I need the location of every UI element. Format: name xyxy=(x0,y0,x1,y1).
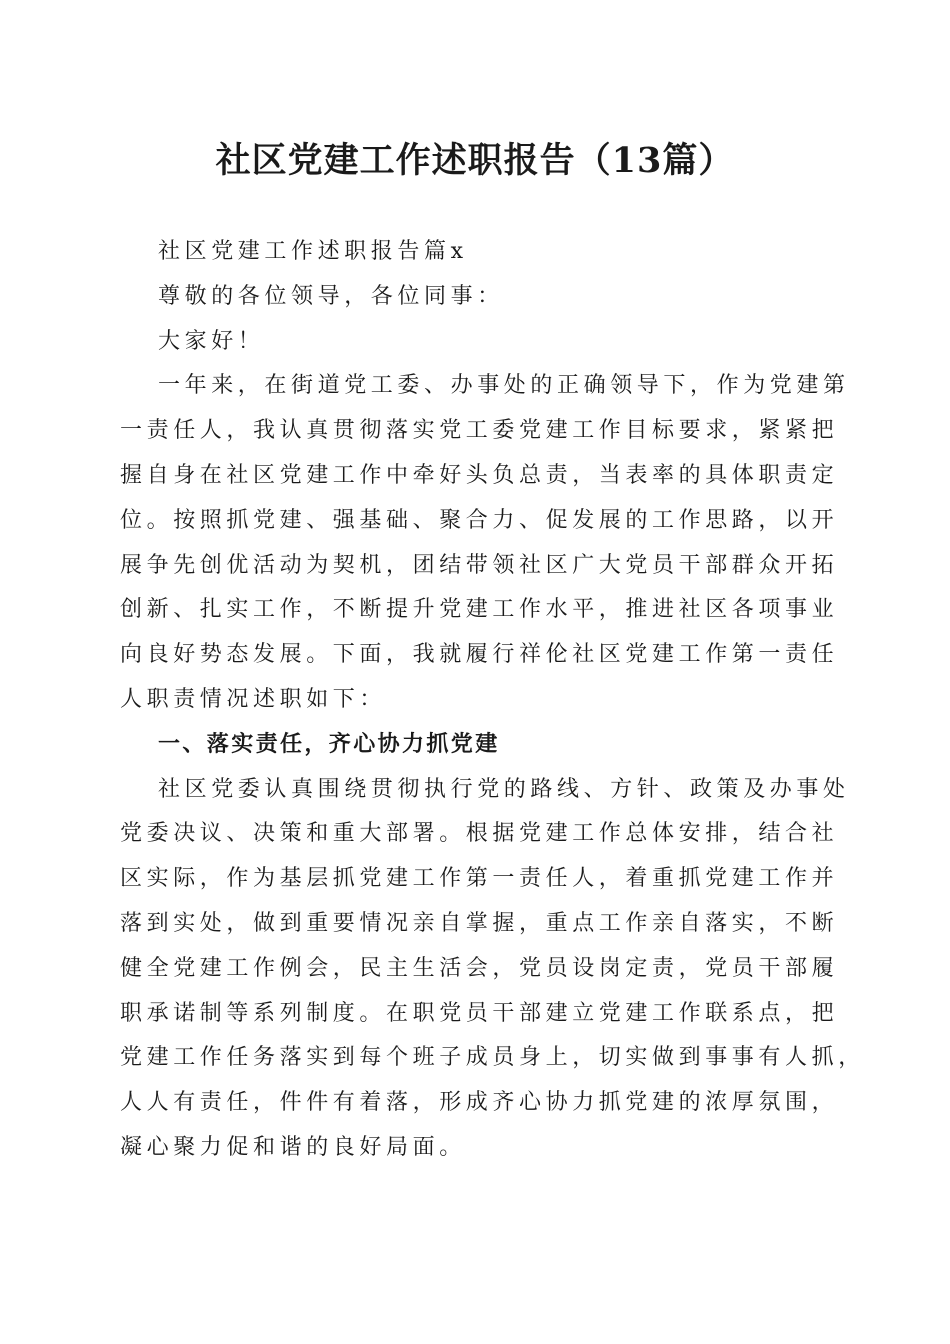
paragraph2-line: 健全党建工作例会，民主生活会，党员设岗定责，党员干部履 xyxy=(120,955,839,981)
paragraph1-line: 展争先创优活动为契机，团结带领社区广大党员干部群众开拓 xyxy=(120,552,839,578)
section-heading: 一、落实责任，齐心协力抓党建 xyxy=(158,731,500,757)
paragraph2-line: 社区党委认真围绕贯彻执行党的路线、方针、政策及办事处 xyxy=(158,776,850,802)
paragraph2-line: 落到实处，做到重要情况亲自掌握，重点工作亲自落实，不断 xyxy=(120,910,839,936)
paragraph2-line: 凝心聚力促和谐的良好局面。 xyxy=(120,1134,466,1160)
paragraph2-line: 职承诺制等系列制度。在职党员干部建立党建工作联系点，把 xyxy=(120,1000,839,1026)
paragraph2-line: 人人有责任，件件有着落，形成齐心协力抓党建的浓厚氛围， xyxy=(120,1090,839,1116)
subtitle-line: 社区党建工作述职报告篇x xyxy=(158,239,468,264)
document-title: 社区党建工作述职报告（13篇） xyxy=(215,140,735,181)
paragraph1-line: 人职责情况述职如下： xyxy=(120,686,387,712)
paragraph1-line: 创新、扎实工作，不断提升党建工作水平，推进社区各项事业 xyxy=(120,597,839,623)
paragraph1-line: 一责任人，我认真贯彻落实党工委党建工作目标要求，紧紧把 xyxy=(120,418,839,444)
paragraph1-line: 握自身在社区党建工作中牵好头负总责，当表率的具体职责定 xyxy=(120,462,839,488)
greeting-line: 大家好！ xyxy=(158,328,265,354)
paragraph1-line: 向良好势态发展。下面，我就履行祥伦社区党建工作第一责任 xyxy=(120,642,839,668)
paragraph2-line: 党建工作任务落实到每个班子成员身上，切实做到事事有人抓， xyxy=(120,1045,865,1071)
paragraph2-line: 党委决议、决策和重大部署。根据党建工作总体安排，结合社 xyxy=(120,821,839,847)
paragraph2-line: 区实际，作为基层抓党建工作第一责任人，着重抓党建工作并 xyxy=(120,866,839,892)
document-body xyxy=(120,230,865,1171)
salutation-line: 尊敬的各位领导，各位同事： xyxy=(158,283,504,309)
paragraph1-line: 位。按照抓党建、强基础、聚合力、促发展的工作思路，以开 xyxy=(120,507,839,533)
paragraph1-line: 一年来，在街道党工委、办事处的正确领导下，作为党建第 xyxy=(158,373,850,399)
